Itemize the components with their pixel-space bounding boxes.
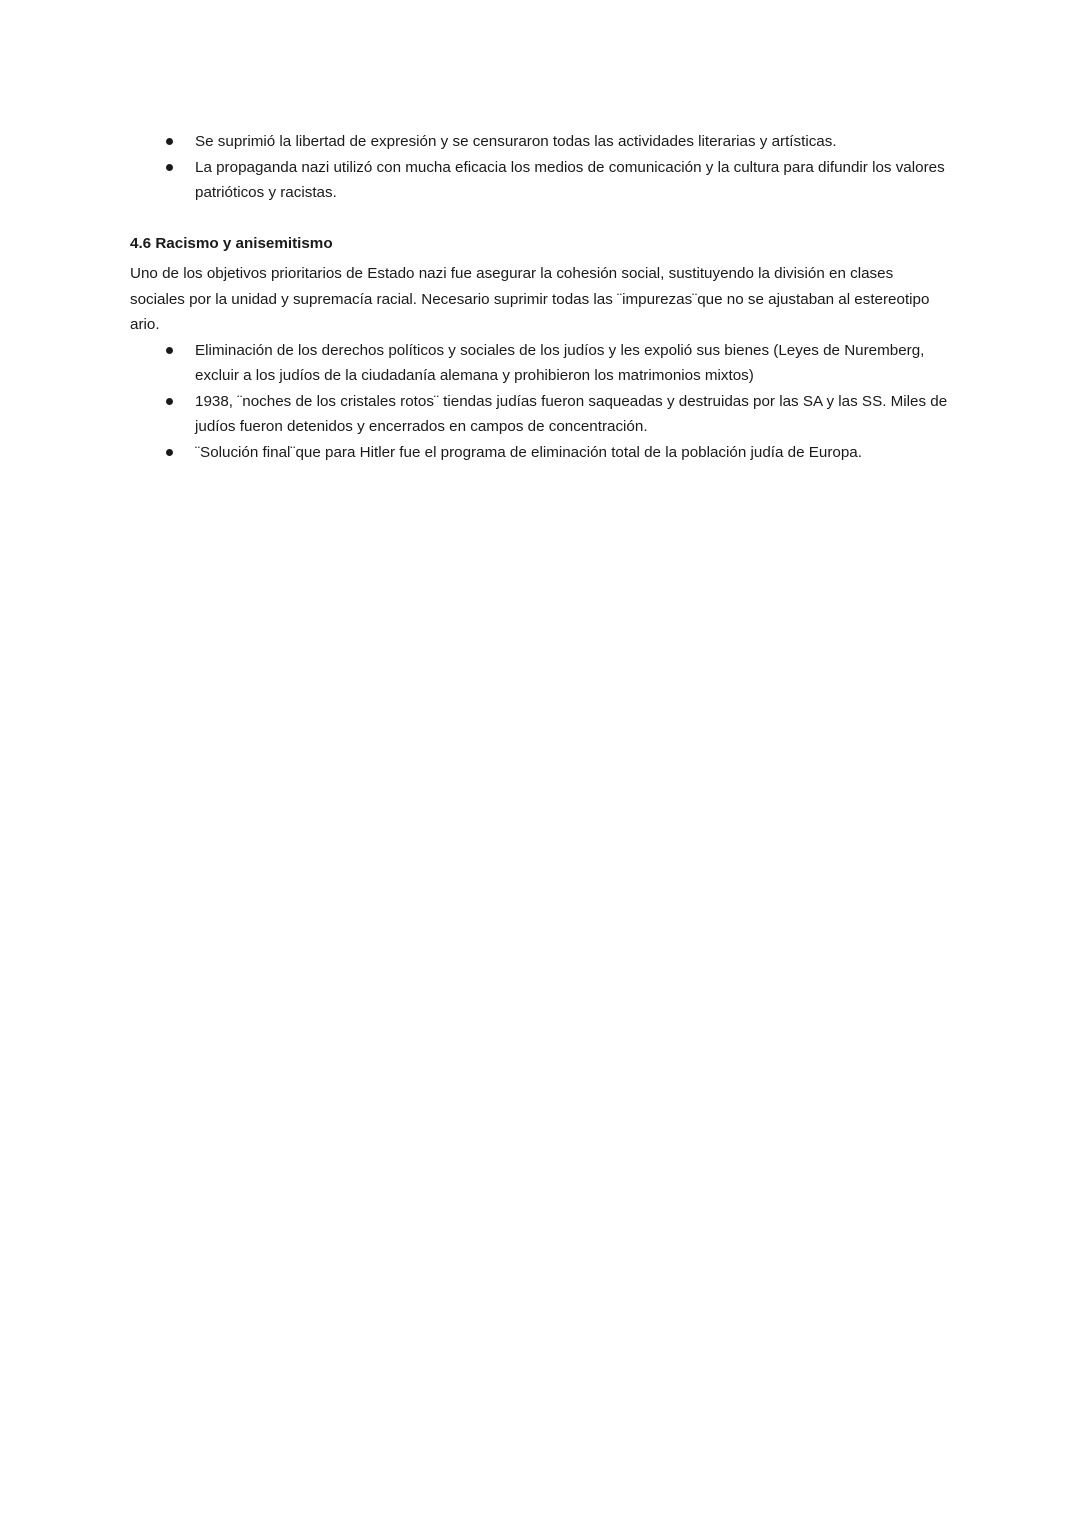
list-item-text: Se suprimió la libertad de expresión y se censuraron todas las actividades literarias y artísticas. [195,133,837,150]
bullet-icon [166,164,173,171]
list-item-text: Eliminación de los derechos políticos y sociales de los judíos y les expolió sus bienes (Leyes de Nuremberg, excluir a los judíos de la ciudadanía alemana y prohibieron los matrimonios mixtos) [195,341,925,384]
bullet-icon [166,449,173,456]
bullet-icon [166,138,173,145]
list-item [130,440,950,466]
list-item [130,338,950,389]
bullet-icon [166,347,173,354]
section-paragraph: Uno de los objetivos prioritarios de Estado nazi fue asegurar la cohesión social, sustituyendo la división en clases sociales por la unidad y supremacía racial. Necesario suprimir todas las ¨impurezas¨que no se ajustaban al estereotipo ario. [130,265,930,333]
list-item [130,389,950,440]
list-item [130,129,950,155]
list-item-text: 1938, ¨noches de los cristales rotos¨ tiendas judías fueron saqueadas y destruidas por las SA y las SS. Miles de judíos fueron detenidos y encerrados en campos de concentración. [195,392,948,435]
bullet-list-culture [130,129,950,206]
section-heading: 4.6 Racismo y anisemitismo [130,234,333,252]
list-item-text: ¨Solución final¨que para Hitler fue el programa de eliminación total de la población judía de Europa. [195,443,862,461]
bullet-icon [166,398,173,405]
page-content [130,129,950,465]
bullet-list-racism [130,338,950,466]
list-item [130,155,950,206]
list-item-text: La propaganda nazi utilizó con mucha eficacia los medios de comunicación y la cultura para difundir los valores patrióticos y racistas. [195,158,945,201]
